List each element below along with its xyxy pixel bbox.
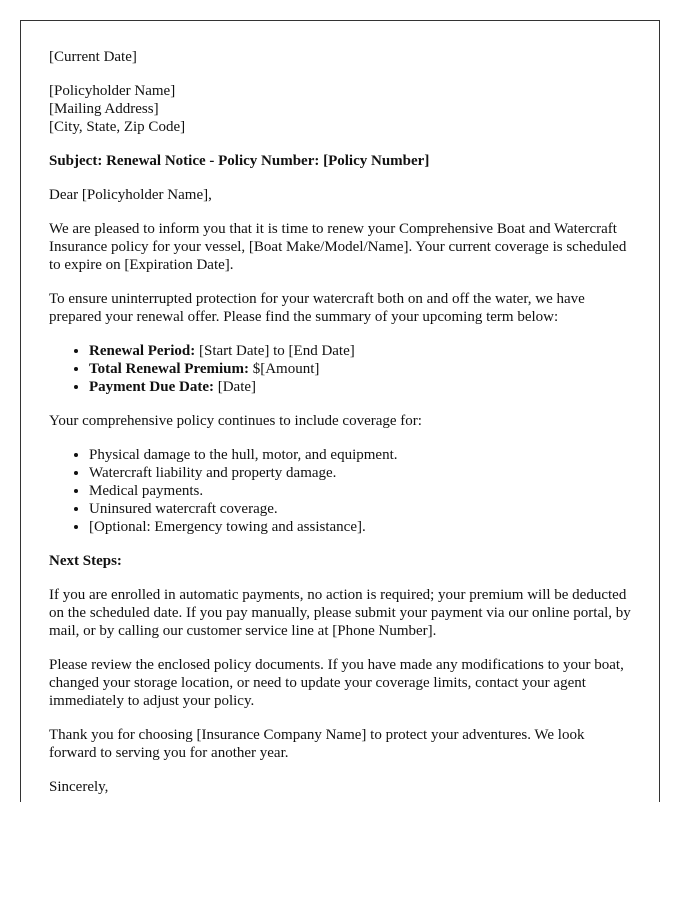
list-item: • Uninsured watercraft coverage. bbox=[89, 500, 631, 518]
list-item bbox=[89, 342, 631, 360]
coverage-intro: Your comprehensive policy continues to include coverage for: bbox=[49, 413, 422, 429]
recipient-block bbox=[49, 82, 631, 136]
recipient-name: [Policyholder Name] bbox=[49, 83, 176, 99]
summary-value: [Date] bbox=[213, 379, 257, 395]
list-item bbox=[89, 378, 631, 396]
recipient-city: [City, State, Zip Code] bbox=[49, 119, 186, 135]
list-item bbox=[89, 360, 631, 378]
subject-line: Subject: Renewal Notice - Policy Number: [Policy Number] bbox=[49, 153, 430, 169]
recipient-address: [Mailing Address] bbox=[49, 101, 159, 117]
greeting: Dear [Policyholder Name], bbox=[49, 187, 212, 203]
list-item: • Medical payments. bbox=[89, 482, 631, 500]
summary-value: [Start Date] to [End Date] bbox=[195, 343, 355, 359]
intro-paragraph: We are pleased to inform you that it is time to renew your Comprehensive Boat and Watercraft Insurance policy for your vessel, [Boat Make/Model/Name]. Your current coverage is scheduled to expire on [Expiration Date]. bbox=[49, 221, 627, 273]
offer-paragraph: To ensure uninterrupted protection for your watercraft both on and off the water, we have prepared your renewal offer. Please find the summary of your upcoming term below: bbox=[49, 291, 585, 325]
summary-value: $[Amount] bbox=[248, 361, 320, 377]
payment-paragraph: If you are enrolled in automatic payments, no action is required; your premium will be deducted on the scheduled date. If you pay manually, please submit your payment via our online portal, by mail, or by calling our customer service line at [Phone Number]. bbox=[49, 587, 631, 639]
next-steps-heading: Next Steps: bbox=[49, 553, 122, 569]
letter-page bbox=[20, 20, 660, 802]
summary-label: Renewal Period: bbox=[89, 343, 196, 359]
thanks-paragraph: Thank you for choosing [Insurance Company Name] to protect your adventures. We look forward to serving you for another year. bbox=[49, 727, 585, 761]
review-paragraph: Please review the enclosed policy documents. If you have made any modifications to your boat, changed your storage location, or need to update your coverage limits, contact your agent immediately to adjust your policy. bbox=[49, 657, 624, 709]
closing: Sincerely, bbox=[49, 779, 109, 795]
letter-date: [Current Date] bbox=[49, 49, 137, 65]
list-item: • Physical damage to the hull, motor, and equipment. bbox=[89, 446, 631, 464]
summary-label: Payment Due Date: bbox=[89, 379, 214, 395]
list-item: • Watercraft liability and property damage. bbox=[89, 464, 631, 482]
summary-label: Total Renewal Premium: bbox=[89, 361, 249, 377]
renewal-summary-list bbox=[49, 342, 631, 396]
list-item: • [Optional: Emergency towing and assistance]. bbox=[89, 518, 631, 536]
coverage-list bbox=[49, 446, 631, 536]
